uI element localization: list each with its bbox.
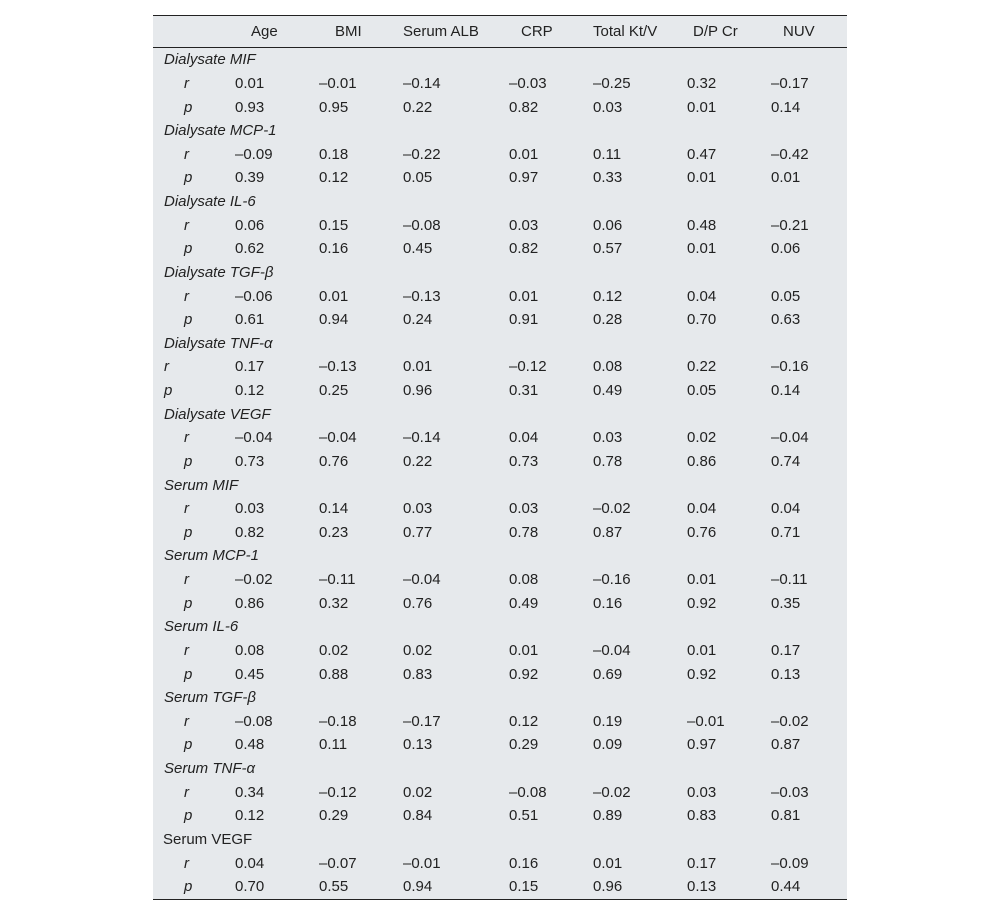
table-cell: 0.01 xyxy=(319,287,349,305)
group-row xyxy=(153,48,847,72)
table-cell: 0.89 xyxy=(593,807,623,825)
table-cell: 0.16 xyxy=(509,854,539,872)
stat-label: p xyxy=(184,878,193,896)
table-cell: 0.84 xyxy=(403,807,433,825)
stat-label: p xyxy=(184,452,193,470)
table-row xyxy=(153,591,847,615)
table-cell: 0.49 xyxy=(593,382,623,400)
table-cell: –0.13 xyxy=(319,358,357,376)
table-cell: 0.94 xyxy=(403,878,433,896)
table-cell: 0.01 xyxy=(687,169,717,187)
table-cell: 0.02 xyxy=(687,429,717,447)
table-cell: 0.12 xyxy=(593,287,623,305)
table-cell: –0.04 xyxy=(319,429,357,447)
table-row xyxy=(153,166,847,190)
table-body xyxy=(153,48,847,899)
table-row xyxy=(153,237,847,261)
table-cell: 0.91 xyxy=(509,311,539,329)
table-cell: 0.24 xyxy=(403,311,433,329)
table-cell: –0.03 xyxy=(509,74,547,92)
table-cell: –0.21 xyxy=(771,216,809,234)
table-cell: 0.94 xyxy=(319,311,349,329)
table-cell: 0.69 xyxy=(593,665,623,683)
table-cell: 0.08 xyxy=(509,571,539,589)
group-row xyxy=(153,261,847,285)
table-cell: –0.16 xyxy=(771,358,809,376)
table-cell: –0.01 xyxy=(403,854,441,872)
table-cell: 0.83 xyxy=(687,807,717,825)
table-cell: 0.74 xyxy=(771,452,801,470)
table-cell: –0.17 xyxy=(403,712,441,730)
table-cell: 0.01 xyxy=(593,854,623,872)
stat-label: r xyxy=(184,74,189,92)
table-cell: 0.14 xyxy=(771,98,801,116)
table-cell: –0.08 xyxy=(509,783,547,801)
table-row xyxy=(153,450,847,474)
table-cell: 0.82 xyxy=(235,523,265,541)
group-label: Dialysate TNF-α xyxy=(164,334,273,352)
table-cell: –0.02 xyxy=(771,712,809,730)
header-cell-total-ktv: Total Kt/V xyxy=(593,16,687,48)
table-cell: 0.87 xyxy=(771,736,801,754)
table-row xyxy=(153,72,847,96)
correlation-table xyxy=(153,15,847,900)
table-cell: 0.12 xyxy=(319,169,349,187)
table-cell: 0.86 xyxy=(235,594,265,612)
table-cell: 0.01 xyxy=(403,358,433,376)
stat-label: r xyxy=(184,216,189,234)
table-cell: 0.01 xyxy=(687,240,717,258)
table-row xyxy=(153,308,847,332)
table-cell: 0.35 xyxy=(771,594,801,612)
table-cell: –0.06 xyxy=(235,287,273,305)
table-cell: 0.05 xyxy=(403,169,433,187)
table-cell: 0.76 xyxy=(403,594,433,612)
table-cell: 0.01 xyxy=(509,641,539,659)
table-cell: 0.22 xyxy=(403,452,433,470)
table-cell: 0.08 xyxy=(235,641,265,659)
table-cell: 0.61 xyxy=(235,311,265,329)
table-cell: 0.03 xyxy=(403,500,433,518)
table-cell: 0.97 xyxy=(509,169,539,187)
table-cell: –0.25 xyxy=(593,74,631,92)
table-cell: 0.25 xyxy=(319,382,349,400)
table-cell: 0.86 xyxy=(687,452,717,470)
table-cell: 0.39 xyxy=(235,169,265,187)
table-cell: 0.01 xyxy=(771,169,801,187)
table-cell: 0.96 xyxy=(593,878,623,896)
stat-label: r xyxy=(184,287,189,305)
table-cell: –0.07 xyxy=(319,854,357,872)
table-cell: 0.17 xyxy=(771,641,801,659)
stat-label: p xyxy=(184,594,193,612)
table-cell: 0.70 xyxy=(235,878,265,896)
table-row xyxy=(153,875,847,899)
table-cell: 0.06 xyxy=(235,216,265,234)
group-row xyxy=(153,828,847,852)
table-cell: 0.76 xyxy=(319,452,349,470)
table-cell: 0.22 xyxy=(403,98,433,116)
stat-label: r xyxy=(184,429,189,447)
table-cell: 0.96 xyxy=(403,382,433,400)
table-cell: 0.63 xyxy=(771,311,801,329)
table-cell: –0.08 xyxy=(403,216,441,234)
group-row xyxy=(153,544,847,568)
table-cell: 0.16 xyxy=(319,240,349,258)
table-cell: 0.71 xyxy=(771,523,801,541)
table-cell: 0.76 xyxy=(687,523,717,541)
header-cell-stub xyxy=(153,16,235,48)
table-cell: 0.83 xyxy=(403,665,433,683)
table-cell: 0.03 xyxy=(593,98,623,116)
table-cell: 0.18 xyxy=(319,145,349,163)
table-cell: 0.05 xyxy=(687,382,717,400)
table-cell: 0.01 xyxy=(509,145,539,163)
table-cell: –0.13 xyxy=(403,287,441,305)
group-label: Serum TNF-α xyxy=(164,760,256,778)
table-cell: 0.13 xyxy=(771,665,801,683)
header-cell-bmi: BMI xyxy=(319,16,403,48)
header-cell-dp-cr: D/P Cr xyxy=(687,16,771,48)
table-row xyxy=(153,284,847,308)
group-row xyxy=(153,686,847,710)
table-cell: –0.16 xyxy=(593,571,631,589)
table-row xyxy=(153,639,847,663)
table-cell: –0.04 xyxy=(403,571,441,589)
group-label: Serum VEGF xyxy=(163,830,253,848)
table-cell: 0.01 xyxy=(509,287,539,305)
table-cell: –0.03 xyxy=(771,783,809,801)
stat-label: r xyxy=(184,712,189,730)
table-row xyxy=(153,804,847,828)
table-cell: 0.06 xyxy=(593,216,623,234)
stat-label: p xyxy=(184,523,193,541)
table-cell: 0.92 xyxy=(509,665,539,683)
table-cell: 0.09 xyxy=(593,736,623,754)
stat-label: p xyxy=(184,736,193,754)
stat-label: p xyxy=(184,169,193,187)
table-cell: –0.14 xyxy=(403,74,441,92)
table-cell: 0.95 xyxy=(319,98,349,116)
group-label: Serum MCP-1 xyxy=(164,547,260,565)
table-cell: 0.48 xyxy=(235,736,265,754)
table-row xyxy=(153,355,847,379)
stat-label: r xyxy=(164,358,169,376)
table-cell: 0.49 xyxy=(509,594,539,612)
table-cell: 0.22 xyxy=(687,358,717,376)
table-cell: 0.29 xyxy=(509,736,539,754)
group-label: Serum MIF xyxy=(164,476,239,494)
table-cell: 0.78 xyxy=(509,523,539,541)
table-cell: –0.02 xyxy=(593,783,631,801)
table-cell: 0.02 xyxy=(403,783,433,801)
table-cell: 0.12 xyxy=(235,382,265,400)
table-cell: 0.03 xyxy=(509,216,539,234)
table-cell: 0.12 xyxy=(235,807,265,825)
table-cell: –0.04 xyxy=(235,429,273,447)
group-row xyxy=(153,473,847,497)
header-cell-serum-alb: Serum ALB xyxy=(403,16,509,48)
table-cell: –0.09 xyxy=(235,145,273,163)
table-cell: –0.12 xyxy=(509,358,547,376)
table-row xyxy=(153,710,847,734)
table-row xyxy=(153,780,847,804)
table-cell: 0.13 xyxy=(403,736,433,754)
table-cell: 0.01 xyxy=(687,98,717,116)
header-cell-nuv: NUV xyxy=(771,16,847,48)
table-cell: 0.44 xyxy=(771,878,801,896)
table-cell: 0.48 xyxy=(687,216,717,234)
table-row xyxy=(153,95,847,119)
table-cell: 0.87 xyxy=(593,523,623,541)
stat-label: r xyxy=(184,783,189,801)
stat-label: p xyxy=(184,807,193,825)
table-row xyxy=(153,568,847,592)
table-cell: 0.29 xyxy=(319,807,349,825)
table-cell: 0.28 xyxy=(593,311,623,329)
table-cell: 0.01 xyxy=(235,74,265,92)
group-row xyxy=(153,615,847,639)
table-cell: 0.17 xyxy=(687,854,717,872)
table-cell: 0.55 xyxy=(319,878,349,896)
table-cell: –0.12 xyxy=(319,783,357,801)
table-row xyxy=(153,733,847,757)
group-row xyxy=(153,190,847,214)
group-label: Dialysate VEGF xyxy=(164,405,271,423)
table-cell: –0.01 xyxy=(687,712,725,730)
group-label: Dialysate TGF-β xyxy=(164,263,274,281)
table-cell: 0.12 xyxy=(509,712,539,730)
table-cell: –0.02 xyxy=(235,571,273,589)
table-cell: 0.45 xyxy=(235,665,265,683)
table-cell: –0.11 xyxy=(319,571,356,589)
group-label: Dialysate IL-6 xyxy=(164,193,256,211)
table-cell: 0.88 xyxy=(319,665,349,683)
table-cell: –0.42 xyxy=(771,145,809,163)
table-cell: 0.05 xyxy=(771,287,801,305)
table-cell: 0.04 xyxy=(687,500,717,518)
table-cell: 0.33 xyxy=(593,169,623,187)
stat-label: p xyxy=(184,98,193,116)
table-cell: 0.03 xyxy=(235,500,265,518)
table-cell: 0.19 xyxy=(593,712,623,730)
table-cell: 0.04 xyxy=(509,429,539,447)
table-cell: 0.78 xyxy=(593,452,623,470)
table-row xyxy=(153,426,847,450)
group-label: Dialysate MIF xyxy=(164,51,256,69)
table-cell: 0.03 xyxy=(687,783,717,801)
stat-label: p xyxy=(184,311,193,329)
table-row xyxy=(153,521,847,545)
table-cell: 0.31 xyxy=(509,382,539,400)
group-row xyxy=(153,757,847,781)
table-cell: –0.02 xyxy=(593,500,631,518)
table-cell: 0.02 xyxy=(319,641,349,659)
table-cell: 0.77 xyxy=(403,523,433,541)
table-cell: –0.22 xyxy=(403,145,441,163)
table-row xyxy=(153,662,847,686)
table-cell: 0.92 xyxy=(687,594,717,612)
group-row xyxy=(153,119,847,143)
stat-label: r xyxy=(184,854,189,872)
table-cell: 0.15 xyxy=(319,216,349,234)
table-cell: 0.02 xyxy=(403,641,433,659)
table-cell: 0.57 xyxy=(593,240,623,258)
stat-label: r xyxy=(184,571,189,589)
table-row xyxy=(153,851,847,875)
header-row xyxy=(153,16,847,48)
table-cell: –0.14 xyxy=(403,429,441,447)
table-cell: 0.81 xyxy=(771,807,801,825)
table-cell: 0.04 xyxy=(235,854,265,872)
group-label: Serum IL-6 xyxy=(164,618,239,636)
table-cell: 0.23 xyxy=(319,523,349,541)
table-cell: 0.92 xyxy=(687,665,717,683)
table-cell: 0.16 xyxy=(593,594,623,612)
stat-label: p xyxy=(184,665,193,683)
stat-label: p xyxy=(164,382,173,400)
table-cell: 0.82 xyxy=(509,98,539,116)
data-table xyxy=(153,16,847,899)
table-cell: 0.93 xyxy=(235,98,265,116)
table-cell: 0.11 xyxy=(593,145,622,163)
header-cell-age: Age xyxy=(235,16,319,48)
table-cell: –0.08 xyxy=(235,712,273,730)
table-cell: 0.45 xyxy=(403,240,433,258)
table-cell: –0.04 xyxy=(593,641,631,659)
table-cell: 0.04 xyxy=(771,500,801,518)
table-cell: 0.03 xyxy=(593,429,623,447)
table-cell: 0.82 xyxy=(509,240,539,258)
table-cell: 0.32 xyxy=(319,594,349,612)
table-cell: 0.97 xyxy=(687,736,717,754)
group-label: Serum TGF-β xyxy=(164,689,256,707)
table-cell: 0.14 xyxy=(319,500,349,518)
table-cell: –0.17 xyxy=(771,74,809,92)
table-cell: 0.14 xyxy=(771,382,801,400)
table-cell: 0.04 xyxy=(687,287,717,305)
table-cell: –0.01 xyxy=(319,74,357,92)
table-cell: 0.70 xyxy=(687,311,717,329)
table-cell: 0.34 xyxy=(235,783,265,801)
table-cell: 0.06 xyxy=(771,240,801,258)
table-cell: 0.03 xyxy=(509,500,539,518)
table-row xyxy=(153,379,847,403)
table-cell: 0.51 xyxy=(509,807,539,825)
table-cell: –0.04 xyxy=(771,429,809,447)
stat-label: r xyxy=(184,500,189,518)
group-label: Dialysate MCP-1 xyxy=(164,122,277,140)
table-row xyxy=(153,143,847,167)
table-cell: –0.11 xyxy=(771,571,808,589)
table-cell: 0.17 xyxy=(235,358,265,376)
table-cell: –0.18 xyxy=(319,712,357,730)
table-row xyxy=(153,497,847,521)
table-cell: 0.15 xyxy=(509,878,539,896)
group-row xyxy=(153,332,847,356)
table-cell: 0.13 xyxy=(687,878,717,896)
table-cell: 0.11 xyxy=(319,736,348,754)
group-row xyxy=(153,402,847,426)
stat-label: r xyxy=(184,145,189,163)
table-cell: 0.01 xyxy=(687,641,717,659)
header-cell-crp: CRP xyxy=(509,16,593,48)
stat-label: r xyxy=(184,641,189,659)
table-cell: 0.73 xyxy=(509,452,539,470)
table-cell: 0.01 xyxy=(687,571,717,589)
table-row xyxy=(153,213,847,237)
table-cell: 0.73 xyxy=(235,452,265,470)
stat-label: p xyxy=(184,240,193,258)
table-cell: 0.08 xyxy=(593,358,623,376)
table-cell: –0.09 xyxy=(771,854,809,872)
table-cell: 0.47 xyxy=(687,145,717,163)
table-cell: 0.32 xyxy=(687,74,717,92)
table-cell: 0.62 xyxy=(235,240,265,258)
